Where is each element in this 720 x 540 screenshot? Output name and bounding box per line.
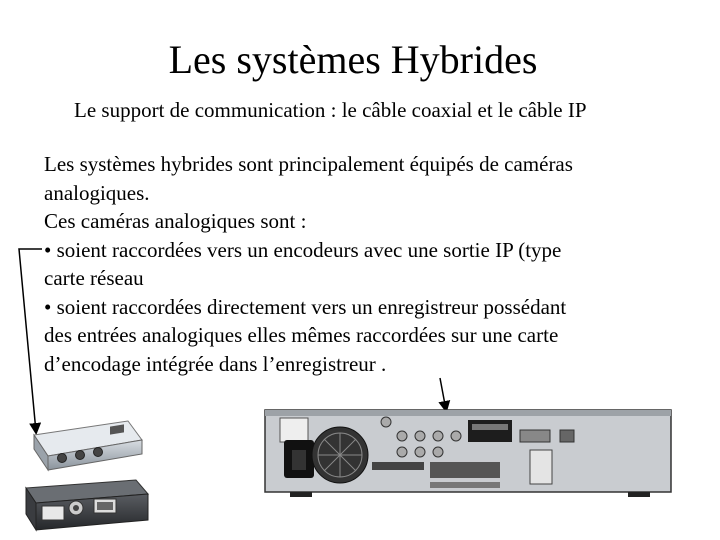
bullet-encoder: • soient raccordées vers un encodeurs avec une sortie IP (type <box>44 237 562 262</box>
arrow-to-encoder <box>19 249 42 432</box>
body-line: carte réseau <box>44 266 144 290</box>
slide-title: Les systèmes Hybrides <box>168 37 538 82</box>
video-encoder-image <box>34 421 142 470</box>
dvr-rear-panel-image <box>265 410 671 497</box>
body-line: d’encodage intégrée dans l’enregistreur . <box>44 351 387 376</box>
body-line: analogiques. <box>44 180 150 205</box>
slide-subtitle: Le support de communication : le câble coaxial et le câble IP <box>74 98 587 122</box>
bullet-recorder: • soient raccordées directement vers un enregistreur possédant <box>44 294 567 319</box>
arrow-to-recorder <box>440 378 446 410</box>
body-line: des entrées analogiques elles mêmes raccordées sur une carte <box>44 323 559 347</box>
network-encoder-image <box>26 480 148 530</box>
body-line: Les systèmes hybrides sont principalement équipés de caméras <box>44 152 573 176</box>
body-line: Ces caméras analogiques sont : <box>44 209 307 233</box>
